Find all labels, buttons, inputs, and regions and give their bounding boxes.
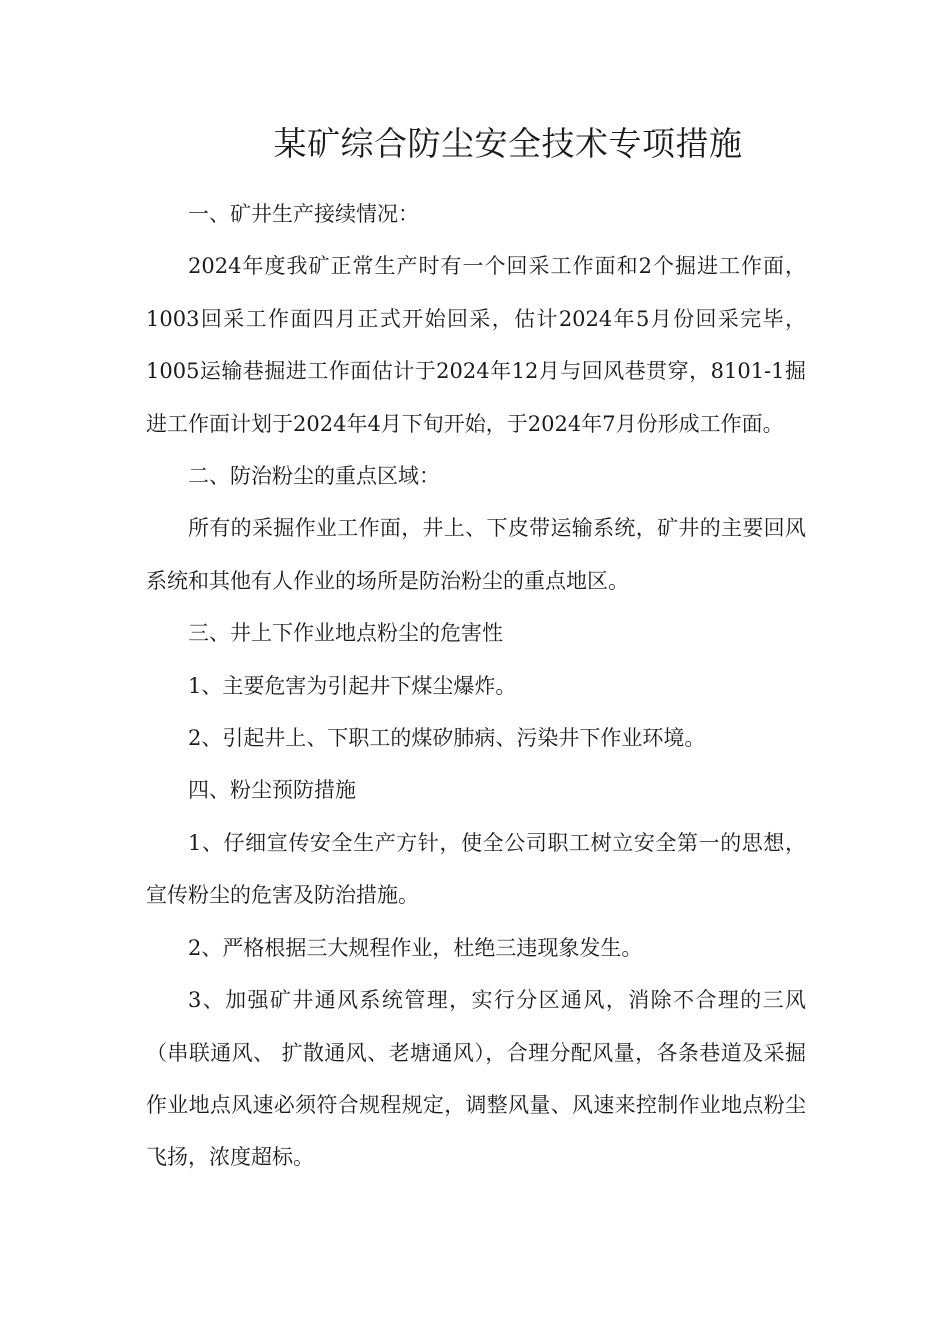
document-title: 某矿综合防尘安全技术专项措施	[273, 124, 743, 163]
list-item-prevention-1: 1、仔细宣传安全生产方针，使全公司职工树立安全第一的思想，宣传粉尘的危害及防治措施。	[146, 830, 806, 908]
paragraph-key-areas: 所有的采掘作业工作面，井上、下皮带运输系统，矿井的主要回风系统和其他有人作业的场所是防治粉尘的重点地区。	[146, 516, 806, 593]
section-heading-key-areas: 二、防治粉尘的重点区域：	[188, 464, 440, 489]
list-item-prevention-2: 2、严格根据三大规程作业，杜绝三违现象发生。	[188, 935, 643, 960]
list-item-hazard-1: 1、主要危害为引起井下煤尘爆炸。	[188, 673, 517, 698]
document-body	[146, 188, 806, 1184]
paragraph-production-plan: 2024年度我矿正常生产时有一个回采工作面和2个掘进工作面，1003回采工作面四月正式开始回采，估计2024年5月份回采完毕，1005运输巷掘进工作面估计于2024年12月与回风巷贯穿，8101-1掘进工作面计划于2024年4月下旬开始，于2024年7月份形成工作面。	[146, 254, 806, 436]
section-heading-hazards: 三、井上下作业地点粉尘的危害性	[188, 621, 503, 646]
list-item-prevention-3: 3、加强矿井通风系统管理，实行分区通风，消除不合理的三风（串联通风、 扩散通风、老塘通风），合理分配风量，各条巷道及采掘作业地点风速必须符合规程规定，调整风量、风速来控制作业地点粉尘飞扬，浓度超标。	[146, 988, 806, 1170]
section-heading-production: 一、矿井生产接续情况：	[188, 202, 419, 226]
section-heading-prevention: 四、粉尘预防措施	[188, 778, 356, 803]
list-item-hazard-2: 2、引起井上、下职工的煤矽肺病、污染井下作业环境。	[188, 726, 706, 751]
